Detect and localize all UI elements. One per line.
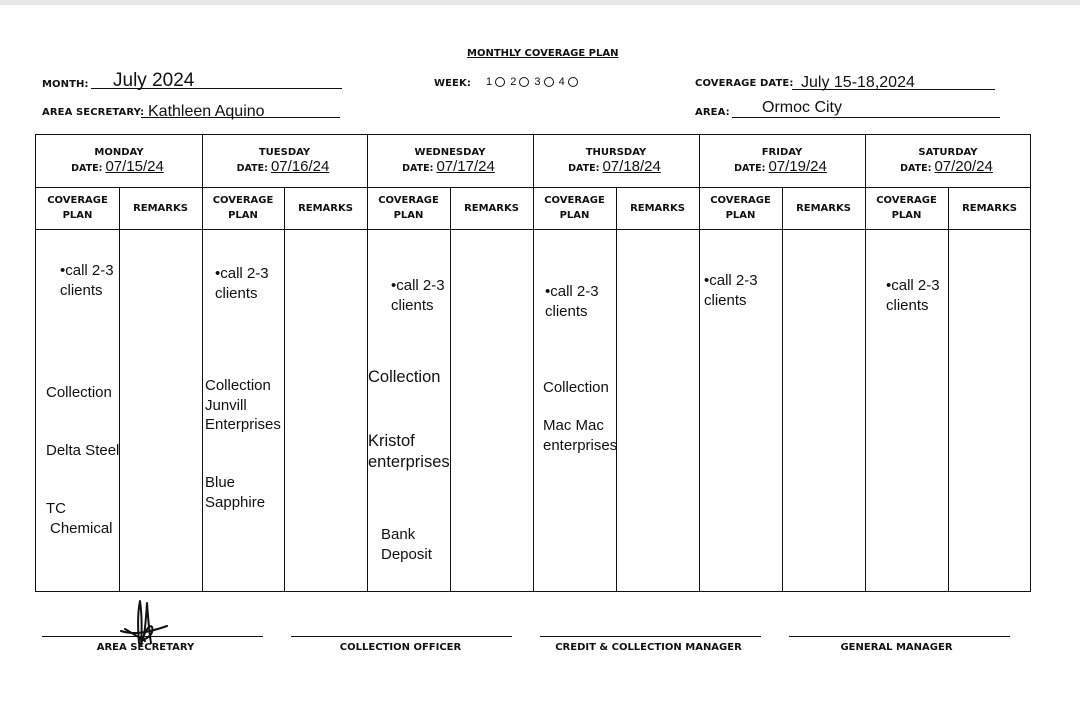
day-date: 07/19/24 bbox=[768, 158, 827, 175]
col-remarks: REMARKS bbox=[133, 202, 188, 214]
thursday-plan-client: Mac Mac enterprises bbox=[543, 417, 618, 454]
signature-line-collection-officer bbox=[291, 636, 512, 637]
day-date: 07/15/24 bbox=[105, 158, 164, 175]
column-divider bbox=[616, 187, 617, 591]
week-radio-1[interactable] bbox=[495, 77, 505, 87]
col-remarks: REMARKS bbox=[464, 202, 519, 214]
col-coverage-plan: COVERAGE PLAN bbox=[47, 195, 108, 221]
area-value: Ormoc City bbox=[762, 99, 842, 116]
signature-label-general-manager: GENERAL MANAGER bbox=[840, 642, 953, 653]
day-name: THURSDAY bbox=[585, 147, 647, 158]
column-divider bbox=[284, 187, 285, 591]
day-date: 07/16/24 bbox=[270, 158, 330, 175]
month-value: July 2024 bbox=[113, 70, 195, 91]
signature-line-credit-manager bbox=[540, 636, 761, 637]
document-title: MONTHLY COVERAGE PLAN bbox=[467, 48, 619, 59]
column-divider bbox=[450, 187, 451, 591]
thursday-plan-call: •call 2-3 clients bbox=[545, 283, 599, 320]
col-remarks: REMARKS bbox=[796, 202, 851, 214]
tuesday-plan-client: Blue Sapphire bbox=[205, 474, 266, 511]
day-header-thursday bbox=[533, 135, 699, 187]
tuesday-plan-call: •call 2-3 clients bbox=[215, 265, 269, 302]
signature-label-credit-manager: CREDIT & COLLECTION MANAGER bbox=[555, 642, 742, 653]
date-label: DATE: bbox=[236, 163, 268, 174]
monday-plan-call: •call 2-3 clients bbox=[60, 262, 114, 299]
monday-plan-collection: Collection bbox=[46, 384, 112, 401]
coverage-table bbox=[35, 134, 1031, 592]
wednesday-plan-collection: Collection bbox=[368, 368, 441, 386]
date-label: DATE: bbox=[71, 163, 103, 174]
date-label: DATE: bbox=[402, 163, 434, 174]
monday-plan-client-2: TC Chemical bbox=[46, 500, 113, 537]
col-coverage-plan: COVERAGE PLAN bbox=[378, 195, 439, 221]
col-remarks: REMARKS bbox=[630, 202, 685, 214]
day-header-saturday bbox=[865, 135, 1031, 187]
top-bar bbox=[0, 0, 1080, 5]
col-coverage-plan: COVERAGE PLAN bbox=[544, 195, 605, 221]
week-option-1[interactable]: 1 bbox=[486, 76, 505, 88]
area-label: AREA: bbox=[695, 107, 730, 118]
coverage-date-label: COVERAGE DATE: bbox=[695, 78, 794, 89]
week-label: WEEK: bbox=[434, 78, 471, 89]
signature-line-general-manager bbox=[789, 636, 1010, 637]
thursday-plan-collection: Collection bbox=[543, 379, 609, 396]
week-options bbox=[486, 76, 580, 88]
day-name: FRIDAY bbox=[761, 147, 803, 158]
date-label: DATE: bbox=[568, 163, 600, 174]
week-radio-4[interactable] bbox=[568, 77, 578, 87]
column-divider bbox=[782, 187, 783, 591]
day-name: SATURDAY bbox=[918, 147, 978, 158]
wednesday-plan-deposit: Bank Deposit bbox=[381, 526, 432, 563]
week-option-2[interactable]: 2 bbox=[510, 76, 529, 88]
column-divider bbox=[948, 187, 949, 591]
date-label: DATE: bbox=[900, 163, 932, 174]
col-coverage-plan: COVERAGE PLAN bbox=[710, 195, 771, 221]
col-coverage-plan: COVERAGE PLAN bbox=[212, 195, 274, 221]
day-name: MONDAY bbox=[94, 147, 144, 158]
signature-label-collection-officer: COLLECTION OFFICER bbox=[339, 642, 462, 653]
coverage-date-value: July 15-18,2024 bbox=[801, 74, 915, 91]
week-option-4[interactable]: 4 bbox=[559, 76, 578, 88]
col-remarks: REMARKS bbox=[962, 202, 1017, 214]
col-coverage-plan: COVERAGE PLAN bbox=[876, 195, 937, 221]
area-secretary-label: AREA SECRETARY: bbox=[42, 107, 145, 118]
week-radio-3[interactable] bbox=[544, 77, 554, 87]
tuesday-plan-collection: Collection Junvill Enterprises bbox=[205, 377, 281, 433]
col-remarks: REMARKS bbox=[298, 202, 353, 214]
wednesday-plan-client: Kristof enterprises bbox=[368, 432, 450, 471]
day-name: TUESDAY bbox=[258, 147, 311, 158]
signature-label-area-secretary: AREA SECRETARY bbox=[96, 642, 195, 653]
day-date: 07/17/24 bbox=[436, 158, 495, 175]
wednesday-plan-call: •call 2-3 clients bbox=[391, 277, 445, 314]
day-header-monday bbox=[36, 135, 202, 187]
day-header-friday bbox=[699, 135, 865, 187]
saturday-plan-call: •call 2-3 clients bbox=[886, 277, 940, 314]
day-date: 07/20/24 bbox=[934, 158, 993, 175]
area-secretary-value: Kathleen Aquino bbox=[148, 103, 265, 120]
column-divider bbox=[119, 187, 120, 591]
day-header-wednesday bbox=[367, 135, 533, 187]
month-label: MONTH: bbox=[42, 79, 89, 90]
date-label: DATE: bbox=[734, 163, 766, 174]
day-name: WEDNESDAY bbox=[414, 147, 486, 158]
area-underline bbox=[732, 117, 1000, 118]
day-header-tuesday bbox=[202, 135, 367, 187]
week-option-3[interactable]: 3 bbox=[534, 76, 553, 88]
friday-plan-call: •call 2-3 clients bbox=[704, 272, 758, 309]
monday-plan-client: Delta Steel bbox=[46, 442, 120, 459]
day-date: 07/18/24 bbox=[602, 158, 661, 175]
week-radio-2[interactable] bbox=[519, 77, 529, 87]
signature-line-area-secretary bbox=[42, 636, 263, 637]
